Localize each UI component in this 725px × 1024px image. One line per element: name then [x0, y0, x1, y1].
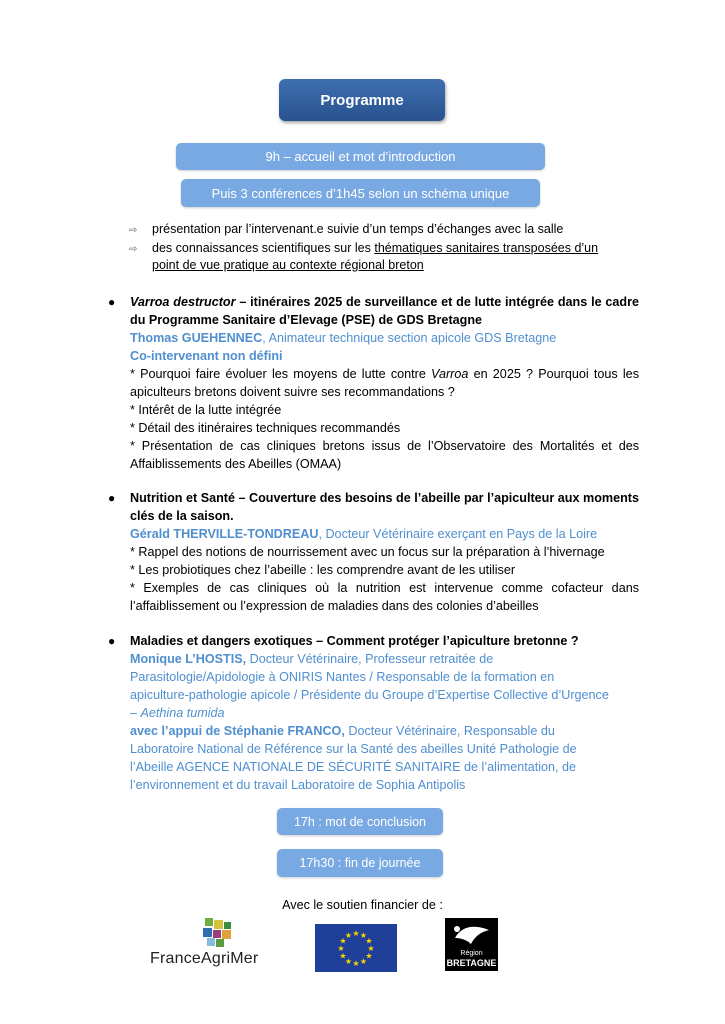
section-title: ● Varroa destructor – itinéraires 2025 de surveillance et de lutte intégrée dans le cadre du Programme Sanitaire d’Elevage (PSE) de GDS Bretagne [108, 295, 639, 327]
welcome-pill: 9h – accueil et mot d’introduction [176, 143, 545, 170]
point: * Détail des itinéraires techniques recommandés [130, 421, 401, 435]
conference-nutrition [108, 489, 639, 615]
intro-item-2: ⇨ des connaissances scientifiques sur les thématiques sanitaires transposées d’un point de vue pratique au contexte régional breton [129, 240, 639, 275]
bullet-icon: ● [108, 295, 116, 309]
eu-flag-logo [315, 924, 397, 972]
intro-item-1: ⇨ présentation par l’intervenant.e suivie d’un temps d’échanges avec la salle [129, 221, 639, 240]
point: * Les probiotiques chez l’abeille : les comprendre avant de les utiliser [130, 563, 516, 577]
eu-star-icon: ★ [339, 936, 347, 946]
support-label: Avec le soutien financier de : [282, 898, 443, 912]
conferences-pill: Puis 3 conférences d’1h45 selon un schéma unique [181, 179, 540, 207]
end-pill: 17h30 : fin de journée [277, 849, 443, 877]
eu-star-icon: ★ [359, 931, 368, 941]
section-title: ● Maladies et dangers exotiques – Comment protéger l’apiculture bretonne ? [108, 634, 579, 648]
eu-star-icon: ★ [344, 956, 353, 966]
co-speaker: Co-intervenant non défini [130, 349, 283, 363]
point: * Pourquoi faire évoluer les moyens de lutte contre Varroa en 2025 ? Pourquoi tous les apiculteurs bretons doivent suivre ses recommandations ? [130, 367, 639, 399]
eu-star-icon: ★ [359, 956, 368, 966]
point: * Intérêt de la lutte intégrée [130, 403, 282, 417]
section-title: ● Nutrition et Santé – Couverture des besoins de l’abeille par l’apiculteur aux moments clés de la saison. [108, 491, 639, 523]
eu-star-icon: ★ [352, 959, 360, 968]
intro-list [129, 221, 639, 275]
eu-star-icon: ★ [352, 929, 360, 938]
eu-star-icon: ★ [337, 944, 345, 953]
conference-exotic-diseases [108, 632, 639, 794]
conference-varroa [108, 293, 639, 473]
programme-title: Programme [279, 79, 445, 121]
speaker: Gérald THERVILLE-TONDREAU, Docteur Vétérinaire exerçant en Pays de la Loire [130, 527, 598, 541]
bullet-icon: ● [108, 491, 116, 505]
eu-flag-icon [315, 924, 397, 972]
speaker: Thomas GUEHENNEC, Animateur technique section apicole GDS Bretagne [130, 331, 557, 345]
point: * Présentation de cas cliniques bretons issus de l’Observatoire des Mortalités et des Affaiblissements des Abeilles (OMAA) [130, 439, 639, 471]
franceagrimer-mosaic-icon [203, 918, 237, 948]
conclusion-pill: 17h : mot de conclusion [277, 808, 443, 835]
arrow-icon: ⇨ [129, 243, 138, 255]
bullet-icon: ● [108, 634, 116, 648]
eu-star-icon: ★ [344, 931, 353, 941]
region-bretagne-logo: Région BRETAGNE [445, 918, 498, 971]
speaker: Monique L’HOSTIS, Docteur Vétérinaire, Professeur retraitée de Parasitologie/Apidologie à ONIRIS Nantes / Responsable de la formation en apiculture-pathologie apicole / Présidente du Groupe d’Expertise Collective d’Urgence – Aethina tumida [130, 652, 609, 720]
franceagrimer-logo: FranceAgriMer [150, 918, 268, 972]
eu-star-icon: ★ [339, 951, 347, 961]
eu-star-icon: ★ [365, 936, 373, 946]
point: * Exemples de cas cliniques où la nutrition est intervenue comme cofacteur dans l’affaiblissement ou l’expression de maladies dans des colonies d’abeilles [130, 581, 639, 613]
ermine-icon [445, 918, 498, 952]
eu-star-icon: ★ [365, 951, 373, 961]
eu-star-icon: ★ [367, 944, 375, 953]
arrow-icon: ⇨ [129, 225, 138, 236]
speaker: avec l’appui de Stéphanie FRANCO, Docteur Vétérinaire, Responsable du Laboratoire National de Référence sur la Santé des abeilles Unité Pathologie de l’Abeille AGENCE NATIONALE DE SÉCURITÉ SANITAIRE de l’alimentation, de l’environnement et du travail Laboratoire de Sophia Antipolis [130, 724, 577, 792]
point: * Rappel des notions de nourrissement avec un focus sur la préparation à l’hivernage [130, 545, 605, 559]
